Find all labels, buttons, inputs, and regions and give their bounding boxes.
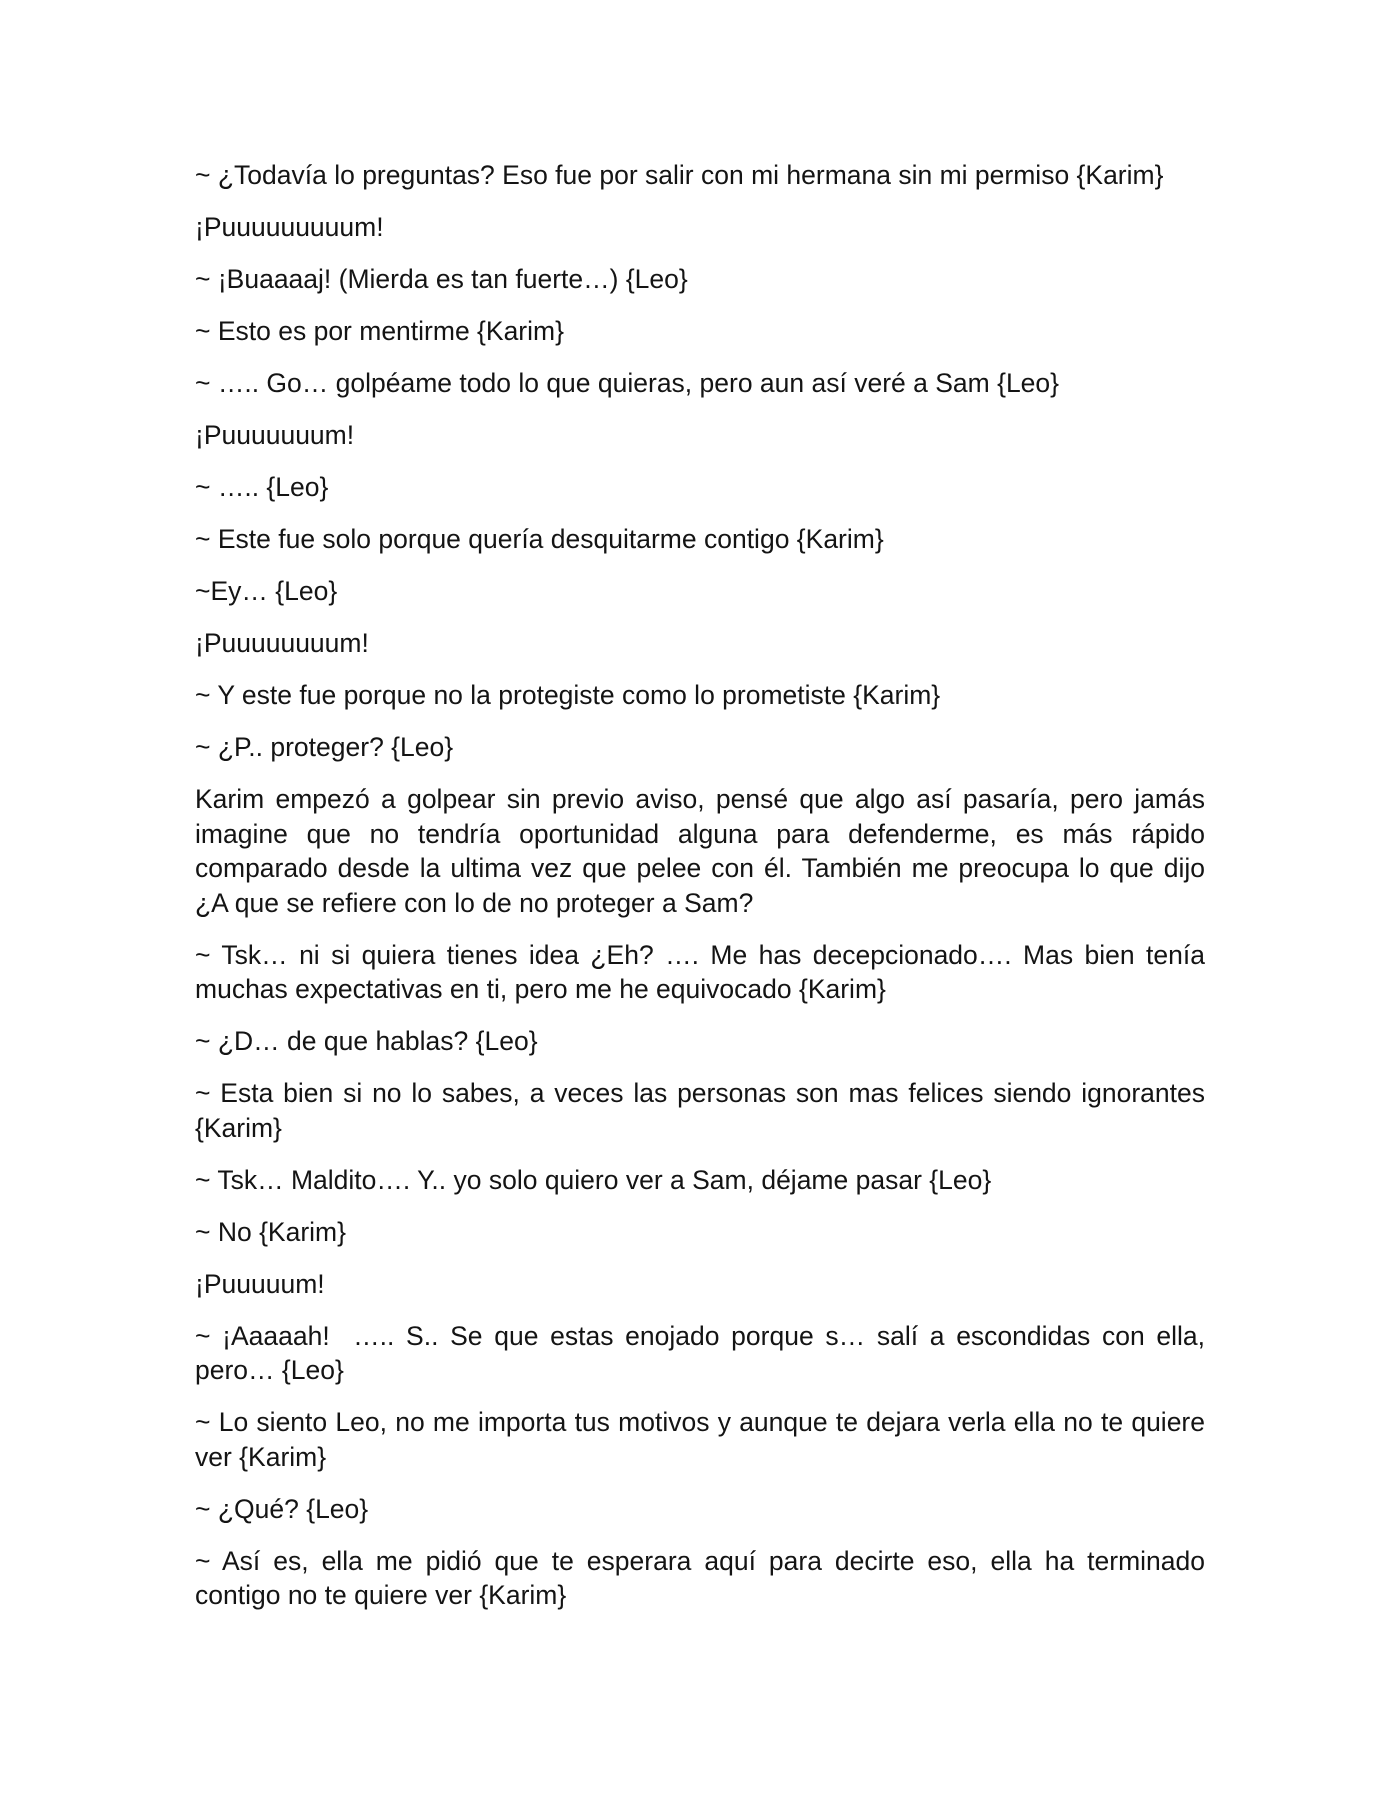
dialogue-line: ~ Tsk… Maldito…. Y.. yo solo quiero ver a Sam, déjame pasar {Leo}	[195, 1164, 992, 1195]
sound-effect: ¡Puuuuuuuuum!	[195, 212, 384, 242]
narration-paragraph: Karim empezó a golpear sin previo aviso, pensé que algo así pasaría, pero jamás imagine que no tendría oportunidad alguna para defenderme, es más rápido comparado desde la ultima vez que pelee con él. También me preocupa lo que dijo ¿A que se refiere con lo de no proteger a Sam?	[195, 784, 1213, 918]
dialogue-line: ~ ¡Aaaaah! ….. S.. Se que estas enojado porque s… salí a escondidas con ella, pero… {Leo}	[195, 1320, 1213, 1385]
dialogue-line: ~ Esta bien si no lo sabes, a veces las personas son mas felices siendo ignorantes {Karim}	[195, 1078, 1213, 1143]
dialogue-line: ~ Así es, ella me pidió que te esperara aquí para decirte eso, ella ha terminado contigo no te quiere ver {Karim}	[195, 1545, 1213, 1610]
dialogue-line: ~ ¿P.. proteger? {Leo}	[195, 732, 454, 762]
dialogue-line: ~ Lo siento Leo, no me importa tus motivos y aunque te dejara verla ella no te quiere ver {Karim}	[195, 1407, 1213, 1472]
sound-effect: ¡Puuuuuuuum!	[195, 628, 369, 658]
sound-effect: ¡Puuuuuuum!	[195, 420, 355, 450]
dialogue-line: ~ Y este fue porque no la protegiste como lo prometiste {Karim}	[195, 680, 941, 710]
dialogue-line: ~ Tsk… ni si quiera tienes idea ¿Eh? …. Me has decepcionado…. Mas bien tenía muchas expectativas en ti, pero me he equivocado {Karim}	[195, 939, 1213, 1004]
dialogue-line: ~ ¿Qué? {Leo}	[195, 1493, 369, 1524]
dialogue-line: ~ No {Karim}	[195, 1216, 346, 1247]
sound-effect: ¡Puuuuum!	[195, 1268, 325, 1299]
dialogue-line: ~ Esto es por mentirme {Karim}	[195, 316, 564, 346]
dialogue-line: ~ ¡Buaaaaj! (Mierda es tan fuerte…) {Leo}	[195, 264, 688, 294]
dialogue-line: ~ ….. Go… golpéame todo lo que quieras, pero aun así veré a Sam {Leo}	[195, 368, 1060, 398]
dialogue-line: ~ ¿Todavía lo preguntas? Eso fue por salir con mi hermana sin mi permiso {Karim}	[195, 160, 1164, 190]
dialogue-line: ~ Este fue solo porque quería desquitarme contigo {Karim}	[195, 524, 884, 554]
document-body	[195, 158, 1213, 1630]
dialogue-line: ~ ¿D… de que hablas? {Leo}	[195, 1026, 538, 1056]
dialogue-line: ~Ey… {Leo}	[195, 576, 338, 606]
dialogue-line: ~ ….. {Leo}	[195, 472, 329, 502]
